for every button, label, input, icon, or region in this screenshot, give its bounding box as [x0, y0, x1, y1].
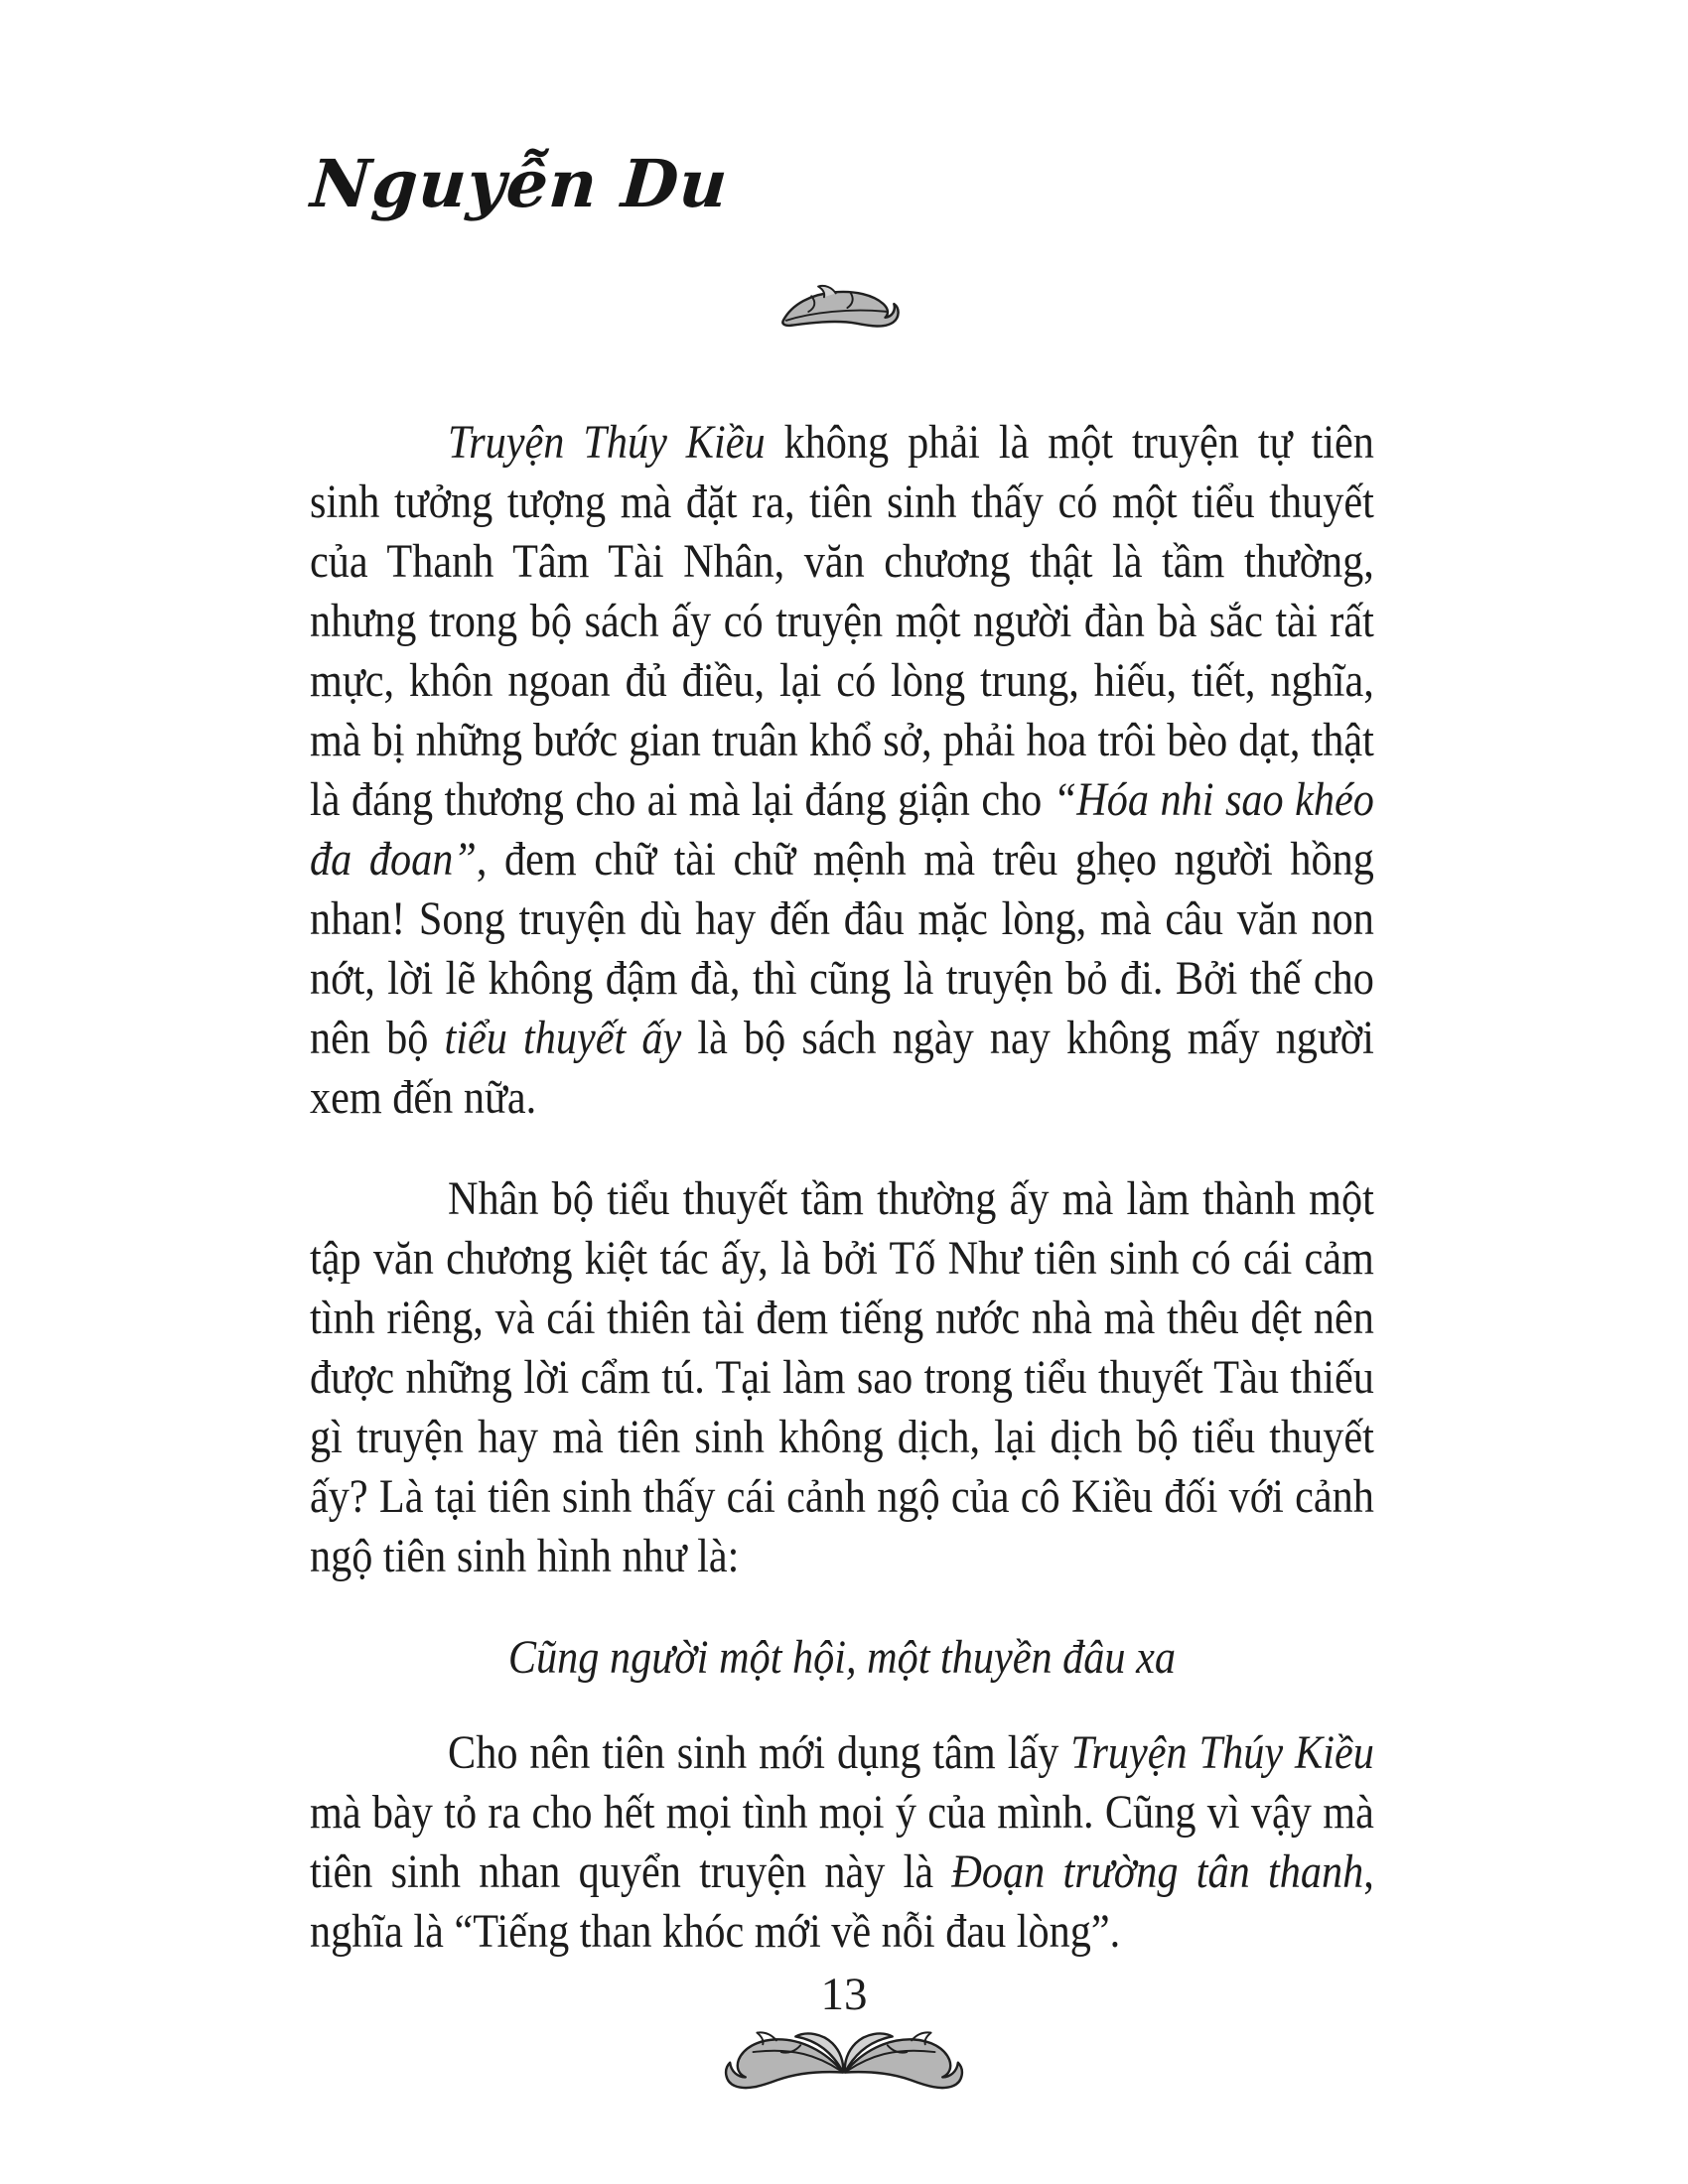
verse-quote: Cũng người một hội, một thuyền đâu xa	[507, 1631, 1176, 1684]
text-run: không phải là một truyện tự tiên sinh tưởng tượng mà đặt ra, tiên sinh thấy có một tiểu thuyết của Thanh Tâm Tài Nhân, văn chương thật là tầm thường, nhưng trong bộ sách ấy có truyện một người đàn bà sắc tài rất mực, khôn ngoan đủ điều, lại có lòng trung, hiếu, tiết, nghĩa, mà bị những bước gian truân khổ sở, phải hoa trôi bèo dạt, thật là đáng thương cho ai mà lại đáng giận cho	[310, 416, 1374, 826]
page-number: 13	[820, 1969, 868, 2020]
text-run: Cho nên tiên sinh mới dụng tâm lấy	[448, 1726, 1071, 1779]
text-run-italic: Truyện Thúy Kiều	[1070, 1726, 1374, 1779]
leaf-ornament-icon	[777, 282, 909, 338]
paragraph-3	[310, 1723, 1374, 1962]
text-run: là bộ sách ngày nay không mấy người xem đến nữa.	[310, 1012, 1374, 1124]
footer-ornament-icon	[699, 2015, 989, 2093]
text-run: mà bày tỏ ra cho hết mọi tình mọi ý của mình. Cũng vì vậy mà tiên sinh nhan quyển truyện này là	[310, 1786, 1374, 1898]
text-run: , nghĩa là “Tiếng than khóc mới về nỗi đau lòng”.	[310, 1845, 1374, 1958]
body-text	[310, 413, 1374, 2003]
text-run: Nhân bộ tiểu thuyết tầm thường ấy mà làm thành một tập văn chương kiệt tác ấy, là bởi Tố Như tiên sinh có cái cảm tình riêng, và cái thiên tài đem tiếng nước nhà mà thêu dệt nên được những lời cẩm tú. Tại làm sao trong tiểu thuyết Tàu thiếu gì truyện hay mà tiên sinh không dịch, lại dịch bộ tiểu thuyết ấy? Là tại tiên sinh thấy cái cảnh ngộ của cô Kiều đối với cảnh ngộ tiên sinh hình như là:	[310, 1172, 1374, 1582]
text-run-italic: Truyện Thúy Kiều	[448, 416, 766, 469]
author-name: Nguyễn Du	[308, 145, 731, 222]
paragraph-1	[310, 413, 1374, 1128]
text-run-italic: “Hóa nhi sao khéo đa đoan”	[310, 773, 1374, 886]
text-run-italic: tiểu thuyết ấy	[444, 1012, 682, 1064]
text-run: , đem chữ tài chữ mệnh mà trêu ghẹo người hồng nhan! Song truyện dù hay đến đâu mặc lòng, mà câu văn non nớt, lời lẽ không đậm đà, thì cũng là truyện bỏ đi. Bởi thế cho nên bộ	[310, 833, 1374, 1064]
text-run-italic: Đoạn trường tân thanh	[951, 1845, 1364, 1898]
paragraph-2	[310, 1169, 1374, 1586]
